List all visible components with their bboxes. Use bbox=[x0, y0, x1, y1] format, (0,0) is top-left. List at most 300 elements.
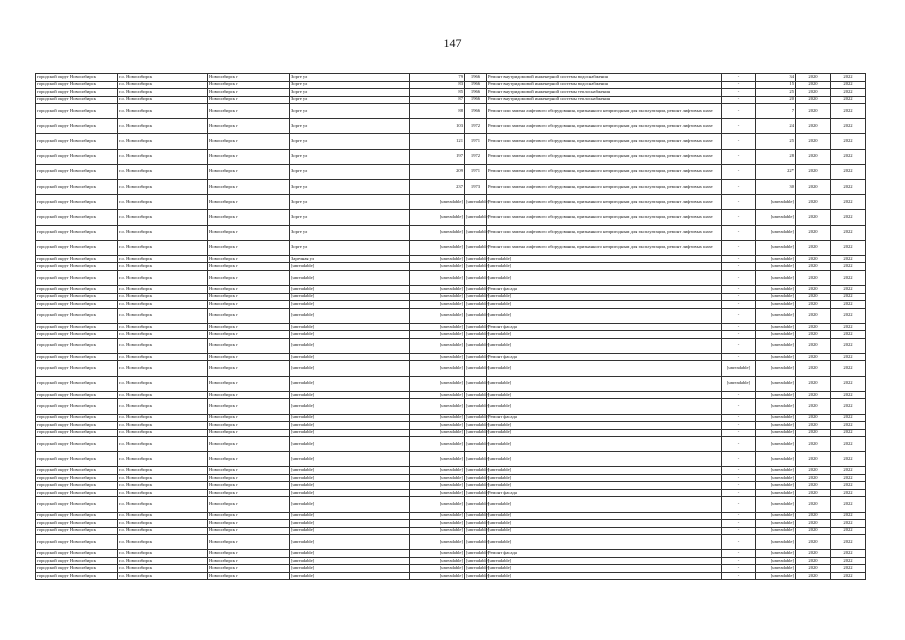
settlement-cell: Новосибирск г bbox=[208, 535, 290, 550]
street-cell: [unreadable] bbox=[290, 550, 410, 558]
work-type-cell: [unreadable] bbox=[487, 308, 722, 323]
year-to-cell: 2022 bbox=[831, 240, 866, 255]
work-type-cell: Ремонт или замена лифтового оборудования, признанного непригодным для эксплуатации, ремонт лифтовых шахт bbox=[487, 210, 722, 225]
street-cell: Зорге ул bbox=[290, 164, 410, 179]
year-to-cell: 2022 bbox=[831, 414, 866, 422]
municipality-cell: городской округ Новосибирск bbox=[36, 225, 118, 240]
year-from-cell: 2020 bbox=[796, 467, 831, 475]
municipality-cell: городской округ Новосибирск bbox=[36, 134, 118, 149]
city-cell: г.о. Новосибирск bbox=[118, 270, 208, 285]
city-cell: г.о. Новосибирск bbox=[118, 119, 208, 134]
municipality-cell: городской округ Новосибирск bbox=[36, 338, 118, 353]
city-cell: г.о. Новосибирск bbox=[118, 557, 208, 565]
table-row bbox=[36, 437, 866, 452]
house-number-cell: [unreadable] bbox=[410, 557, 465, 565]
table-row bbox=[36, 134, 866, 149]
settlement-cell: Новосибирск г bbox=[208, 399, 290, 414]
year-to-cell: 2022 bbox=[831, 467, 866, 475]
house-number-cell: [unreadable] bbox=[410, 565, 465, 573]
settlement-cell: Новосибирск г bbox=[208, 474, 290, 482]
house-number-cell: [unreadable] bbox=[410, 527, 465, 535]
municipality-cell: городской округ Новосибирск bbox=[36, 286, 118, 294]
elevator-count-cell: - bbox=[722, 225, 756, 240]
year-built-cell: 1971 bbox=[465, 164, 487, 179]
street-cell: [unreadable] bbox=[290, 437, 410, 452]
table-row bbox=[36, 353, 866, 361]
settlement-cell: Новосибирск г bbox=[208, 74, 290, 82]
house-number-cell: [unreadable] bbox=[410, 225, 465, 240]
house-number-cell: [unreadable] bbox=[410, 286, 465, 294]
cost-cell: [unreadable] bbox=[756, 429, 796, 437]
city-cell: г.о. Новосибирск bbox=[118, 240, 208, 255]
settlement-cell: Новосибирск г bbox=[208, 467, 290, 475]
year-from-cell: 2020 bbox=[796, 557, 831, 565]
elevator-count-cell: - bbox=[722, 331, 756, 339]
year-to-cell: 2022 bbox=[831, 255, 866, 263]
year-to-cell: 2022 bbox=[831, 520, 866, 528]
municipality-cell: городской округ Новосибирск bbox=[36, 414, 118, 422]
cost-cell: [unreadable] bbox=[756, 550, 796, 558]
city-cell: г.о. Новосибирск bbox=[118, 527, 208, 535]
city-cell: г.о. Новосибирск bbox=[118, 195, 208, 210]
house-number-cell: [unreadable] bbox=[410, 489, 465, 497]
municipality-cell: городской округ Новосибирск bbox=[36, 81, 118, 89]
municipality-cell: городской округ Новосибирск bbox=[36, 482, 118, 490]
settlement-cell: Новосибирск г bbox=[208, 353, 290, 361]
settlement-cell: Новосибирск г bbox=[208, 527, 290, 535]
municipality-cell: городской округ Новосибирск bbox=[36, 474, 118, 482]
year-built-cell: 1971 bbox=[465, 134, 487, 149]
year-built-cell: [unreadable] bbox=[465, 270, 487, 285]
settlement-cell: Новосибирск г bbox=[208, 391, 290, 399]
year-from-cell: 2020 bbox=[796, 550, 831, 558]
table-row bbox=[36, 429, 866, 437]
work-type-cell: Ремонт или замена лифтового оборудования, признанного непригодным для эксплуатации, ремонт лифтовых шахт bbox=[487, 134, 722, 149]
elevator-count-cell: - bbox=[722, 565, 756, 573]
elevator-count-cell: - bbox=[722, 104, 756, 119]
street-cell: [unreadable] bbox=[290, 467, 410, 475]
table-row bbox=[36, 74, 866, 82]
city-cell: г.о. Новосибирск bbox=[118, 210, 208, 225]
street-cell: Заречная ул bbox=[290, 255, 410, 263]
year-from-cell: 2020 bbox=[796, 572, 831, 580]
cost-cell: [unreadable] bbox=[756, 255, 796, 263]
year-to-cell: 2022 bbox=[831, 535, 866, 550]
work-type-cell: [unreadable] bbox=[487, 263, 722, 271]
house-number-cell: [unreadable] bbox=[410, 376, 465, 391]
elevator-count-cell: - bbox=[722, 353, 756, 361]
municipality-cell: городской округ Новосибирск bbox=[36, 301, 118, 309]
settlement-cell: Новосибирск г bbox=[208, 338, 290, 353]
year-from-cell: 2020 bbox=[796, 240, 831, 255]
year-from-cell: 2020 bbox=[796, 263, 831, 271]
house-number-cell: [unreadable] bbox=[410, 361, 465, 376]
year-built-cell: [unreadable] bbox=[465, 399, 487, 414]
year-to-cell: 2022 bbox=[831, 497, 866, 512]
cost-cell: [unreadable] bbox=[756, 422, 796, 430]
year-to-cell: 2022 bbox=[831, 512, 866, 520]
year-built-cell: [unreadable] bbox=[465, 557, 487, 565]
house-number-cell: 237 bbox=[410, 179, 465, 194]
settlement-cell: Новосибирск г bbox=[208, 164, 290, 179]
registry-body bbox=[36, 74, 866, 580]
municipality-cell: городской округ Новосибирск bbox=[36, 210, 118, 225]
year-built-cell: [unreadable] bbox=[465, 482, 487, 490]
city-cell: г.о. Новосибирск bbox=[118, 225, 208, 240]
year-from-cell: 2020 bbox=[796, 81, 831, 89]
municipality-cell: городской округ Новосибирск bbox=[36, 255, 118, 263]
house-number-cell: [unreadable] bbox=[410, 270, 465, 285]
table-row bbox=[36, 512, 866, 520]
year-from-cell: 2020 bbox=[796, 391, 831, 399]
municipality-cell: городской округ Новосибирск bbox=[36, 550, 118, 558]
table-row bbox=[36, 414, 866, 422]
cost-cell: 24 bbox=[756, 119, 796, 134]
elevator-count-cell: - bbox=[722, 527, 756, 535]
street-cell: [unreadable] bbox=[290, 399, 410, 414]
year-from-cell: 2020 bbox=[796, 497, 831, 512]
table-row bbox=[36, 361, 866, 376]
settlement-cell: Новосибирск г bbox=[208, 452, 290, 467]
year-from-cell: 2020 bbox=[796, 437, 831, 452]
city-cell: г.о. Новосибирск bbox=[118, 293, 208, 301]
work-type-cell: Ремонт внутридомовой инженерной системы теплоснабжения bbox=[487, 89, 722, 97]
table-row bbox=[36, 240, 866, 255]
settlement-cell: Новосибирск г bbox=[208, 482, 290, 490]
elevator-count-cell: - bbox=[722, 119, 756, 134]
year-to-cell: 2022 bbox=[831, 323, 866, 331]
house-number-cell: 88 bbox=[410, 104, 465, 119]
year-from-cell: 2020 bbox=[796, 474, 831, 482]
settlement-cell: Новосибирск г bbox=[208, 240, 290, 255]
city-cell: г.о. Новосибирск bbox=[118, 81, 208, 89]
year-to-cell: 2022 bbox=[831, 557, 866, 565]
municipality-cell: городской округ Новосибирск bbox=[36, 331, 118, 339]
street-cell: [unreadable] bbox=[290, 293, 410, 301]
year-built-cell: [unreadable] bbox=[465, 467, 487, 475]
street-cell: [unreadable] bbox=[290, 414, 410, 422]
year-built-cell: [unreadable] bbox=[465, 263, 487, 271]
year-built-cell: [unreadable] bbox=[465, 301, 487, 309]
elevator-count-cell: [unreadable] bbox=[722, 361, 756, 376]
year-from-cell: 2020 bbox=[796, 482, 831, 490]
municipality-cell: городской округ Новосибирск bbox=[36, 308, 118, 323]
table-row bbox=[36, 338, 866, 353]
work-type-cell: [unreadable] bbox=[487, 520, 722, 528]
work-type-cell: [unreadable] bbox=[487, 391, 722, 399]
year-from-cell: 2020 bbox=[796, 195, 831, 210]
municipality-cell: городской округ Новосибирск bbox=[36, 489, 118, 497]
cost-cell: [unreadable] bbox=[756, 391, 796, 399]
work-type-cell: Ремонт фасада bbox=[487, 323, 722, 331]
cost-cell: [unreadable] bbox=[756, 210, 796, 225]
settlement-cell: Новосибирск г bbox=[208, 376, 290, 391]
cost-cell: 22* bbox=[756, 164, 796, 179]
year-built-cell: [unreadable] bbox=[465, 535, 487, 550]
table-row bbox=[36, 301, 866, 309]
table-row bbox=[36, 331, 866, 339]
street-cell: [unreadable] bbox=[290, 353, 410, 361]
city-cell: г.о. Новосибирск bbox=[118, 164, 208, 179]
elevator-count-cell: - bbox=[722, 301, 756, 309]
year-from-cell: 2020 bbox=[796, 104, 831, 119]
city-cell: г.о. Новосибирск bbox=[118, 104, 208, 119]
city-cell: г.о. Новосибирск bbox=[118, 134, 208, 149]
settlement-cell: Новосибирск г bbox=[208, 134, 290, 149]
cost-cell: [unreadable] bbox=[756, 323, 796, 331]
street-cell: [unreadable] bbox=[290, 497, 410, 512]
elevator-count-cell: - bbox=[722, 308, 756, 323]
elevator-count-cell: - bbox=[722, 429, 756, 437]
city-cell: г.о. Новосибирск bbox=[118, 263, 208, 271]
year-built-cell: [unreadable] bbox=[465, 338, 487, 353]
street-cell: [unreadable] bbox=[290, 263, 410, 271]
settlement-cell: Новосибирск г bbox=[208, 104, 290, 119]
work-type-cell: [unreadable] bbox=[487, 293, 722, 301]
work-type-cell: [unreadable] bbox=[487, 557, 722, 565]
municipality-cell: городской округ Новосибирск bbox=[36, 96, 118, 104]
municipality-cell: городской округ Новосибирск bbox=[36, 263, 118, 271]
settlement-cell: Новосибирск г bbox=[208, 195, 290, 210]
street-cell: [unreadable] bbox=[290, 301, 410, 309]
year-from-cell: 2020 bbox=[796, 489, 831, 497]
cost-cell: 34 bbox=[756, 74, 796, 82]
cost-cell: [unreadable] bbox=[756, 361, 796, 376]
settlement-cell: Новосибирск г bbox=[208, 179, 290, 194]
cost-cell: [unreadable] bbox=[756, 565, 796, 573]
settlement-cell: Новосибирск г bbox=[208, 361, 290, 376]
street-cell: [unreadable] bbox=[290, 565, 410, 573]
cost-cell: [unreadable] bbox=[756, 353, 796, 361]
municipality-cell: городской округ Новосибирск bbox=[36, 429, 118, 437]
municipality-cell: городской округ Новосибирск bbox=[36, 376, 118, 391]
year-to-cell: 2022 bbox=[831, 565, 866, 573]
settlement-cell: Новосибирск г bbox=[208, 520, 290, 528]
year-built-cell: [unreadable] bbox=[465, 353, 487, 361]
city-cell: г.о. Новосибирск bbox=[118, 179, 208, 194]
year-built-cell: [unreadable] bbox=[465, 474, 487, 482]
street-cell: Зорге ул bbox=[290, 119, 410, 134]
city-cell: г.о. Новосибирск bbox=[118, 361, 208, 376]
city-cell: г.о. Новосибирск bbox=[118, 482, 208, 490]
cost-cell: [unreadable] bbox=[756, 414, 796, 422]
municipality-cell: городской округ Новосибирск bbox=[36, 293, 118, 301]
work-type-cell: [unreadable] bbox=[487, 361, 722, 376]
elevator-count-cell: - bbox=[722, 195, 756, 210]
year-from-cell: 2020 bbox=[796, 512, 831, 520]
table-row bbox=[36, 119, 866, 134]
year-built-cell: [unreadable] bbox=[465, 572, 487, 580]
year-to-cell: 2022 bbox=[831, 293, 866, 301]
cost-cell: [unreadable] bbox=[756, 286, 796, 294]
year-from-cell: 2020 bbox=[796, 323, 831, 331]
municipality-cell: городской округ Новосибирск bbox=[36, 270, 118, 285]
city-cell: г.о. Новосибирск bbox=[118, 399, 208, 414]
year-from-cell: 2020 bbox=[796, 308, 831, 323]
year-built-cell: [unreadable] bbox=[465, 550, 487, 558]
street-cell: Зорге ул bbox=[290, 81, 410, 89]
house-number-cell: 121 bbox=[410, 134, 465, 149]
work-type-cell: [unreadable] bbox=[487, 535, 722, 550]
settlement-cell: Новосибирск г bbox=[208, 422, 290, 430]
year-built-cell: [unreadable] bbox=[465, 452, 487, 467]
year-from-cell: 2020 bbox=[796, 353, 831, 361]
street-cell: [unreadable] bbox=[290, 338, 410, 353]
house-number-cell: [unreadable] bbox=[410, 452, 465, 467]
elevator-count-cell: - bbox=[722, 497, 756, 512]
work-type-cell: [unreadable] bbox=[487, 467, 722, 475]
municipality-cell: городской округ Новосибирск bbox=[36, 535, 118, 550]
elevator-count-cell: - bbox=[722, 179, 756, 194]
table-row bbox=[36, 467, 866, 475]
cost-cell: [unreadable] bbox=[756, 557, 796, 565]
city-cell: г.о. Новосибирск bbox=[118, 96, 208, 104]
year-built-cell: [unreadable] bbox=[465, 255, 487, 263]
municipality-cell: городской округ Новосибирск bbox=[36, 119, 118, 134]
municipality-cell: городской округ Новосибирск bbox=[36, 89, 118, 97]
street-cell: [unreadable] bbox=[290, 572, 410, 580]
work-type-cell: Ремонт фасада bbox=[487, 353, 722, 361]
year-from-cell: 2020 bbox=[796, 414, 831, 422]
settlement-cell: Новосибирск г bbox=[208, 263, 290, 271]
year-from-cell: 2020 bbox=[796, 422, 831, 430]
municipality-cell: городской округ Новосибирск bbox=[36, 437, 118, 452]
cost-cell: 28 bbox=[756, 149, 796, 164]
work-type-cell: [unreadable] bbox=[487, 512, 722, 520]
year-from-cell: 2020 bbox=[796, 361, 831, 376]
street-cell: [unreadable] bbox=[290, 520, 410, 528]
work-type-cell: [unreadable] bbox=[487, 255, 722, 263]
work-type-cell: Ремонт внутридомовой инженерной системы теплоснабжения bbox=[487, 96, 722, 104]
cost-cell: 20 bbox=[756, 96, 796, 104]
street-cell: [unreadable] bbox=[290, 429, 410, 437]
house-number-cell: [unreadable] bbox=[410, 474, 465, 482]
table-row bbox=[36, 422, 866, 430]
year-from-cell: 2020 bbox=[796, 210, 831, 225]
house-number-cell: [unreadable] bbox=[410, 338, 465, 353]
table-row bbox=[36, 270, 866, 285]
table-row bbox=[36, 520, 866, 528]
work-type-cell: [unreadable] bbox=[487, 270, 722, 285]
cost-cell: [unreadable] bbox=[756, 270, 796, 285]
year-built-cell: [unreadable] bbox=[465, 414, 487, 422]
elevator-count-cell: - bbox=[722, 414, 756, 422]
year-built-cell: [unreadable] bbox=[465, 422, 487, 430]
year-from-cell: 2020 bbox=[796, 270, 831, 285]
work-type-cell: Ремонт или замена лифтового оборудования, признанного непригодным для эксплуатации, ремонт лифтовых шахт bbox=[487, 164, 722, 179]
cost-cell: [unreadable] bbox=[756, 376, 796, 391]
year-built-cell: 1966 bbox=[465, 96, 487, 104]
house-number-cell: [unreadable] bbox=[410, 293, 465, 301]
street-cell: [unreadable] bbox=[290, 391, 410, 399]
table-row bbox=[36, 149, 866, 164]
elevator-count-cell: - bbox=[722, 96, 756, 104]
year-to-cell: 2022 bbox=[831, 429, 866, 437]
city-cell: г.о. Новосибирск bbox=[118, 338, 208, 353]
year-from-cell: 2020 bbox=[796, 338, 831, 353]
year-built-cell: [unreadable] bbox=[465, 323, 487, 331]
table-row bbox=[36, 195, 866, 210]
table-row bbox=[36, 255, 866, 263]
work-type-cell: Ремонт или замена лифтового оборудования, признанного непригодным для эксплуатации, ремонт лифтовых шахт bbox=[487, 240, 722, 255]
elevator-count-cell: - bbox=[722, 89, 756, 97]
elevator-count-cell: - bbox=[722, 240, 756, 255]
settlement-cell: Новосибирск г bbox=[208, 565, 290, 573]
elevator-count-cell: - bbox=[722, 452, 756, 467]
table-row bbox=[36, 81, 866, 89]
work-type-cell: [unreadable] bbox=[487, 422, 722, 430]
year-built-cell: [unreadable] bbox=[465, 429, 487, 437]
house-number-cell: [unreadable] bbox=[410, 255, 465, 263]
year-from-cell: 2020 bbox=[796, 520, 831, 528]
elevator-count-cell: - bbox=[722, 474, 756, 482]
municipality-cell: городской округ Новосибирск bbox=[36, 520, 118, 528]
year-to-cell: 2022 bbox=[831, 134, 866, 149]
cost-cell: [unreadable] bbox=[756, 195, 796, 210]
municipality-cell: городской округ Новосибирск bbox=[36, 74, 118, 82]
house-number-cell: [unreadable] bbox=[410, 399, 465, 414]
work-type-cell: [unreadable] bbox=[487, 497, 722, 512]
year-to-cell: 2022 bbox=[831, 301, 866, 309]
cost-cell: [unreadable] bbox=[756, 240, 796, 255]
year-to-cell: 2022 bbox=[831, 81, 866, 89]
year-from-cell: 2020 bbox=[796, 565, 831, 573]
work-type-cell: Ремонт фасада bbox=[487, 489, 722, 497]
cost-cell: [unreadable] bbox=[756, 520, 796, 528]
table-row bbox=[36, 489, 866, 497]
table-row bbox=[36, 263, 866, 271]
year-to-cell: 2022 bbox=[831, 286, 866, 294]
table-row bbox=[36, 482, 866, 490]
elevator-count-cell: - bbox=[722, 293, 756, 301]
table-row bbox=[36, 535, 866, 550]
work-type-cell: Ремонт фасада bbox=[487, 550, 722, 558]
elevator-count-cell: - bbox=[722, 338, 756, 353]
table-row bbox=[36, 391, 866, 399]
year-to-cell: 2022 bbox=[831, 482, 866, 490]
settlement-cell: Новосибирск г bbox=[208, 81, 290, 89]
municipality-cell: городской округ Новосибирск bbox=[36, 104, 118, 119]
table-row bbox=[36, 210, 866, 225]
city-cell: г.о. Новосибирск bbox=[118, 414, 208, 422]
elevator-count-cell: - bbox=[722, 263, 756, 271]
work-type-cell: [unreadable] bbox=[487, 565, 722, 573]
city-cell: г.о. Новосибирск bbox=[118, 437, 208, 452]
year-built-cell: [unreadable] bbox=[465, 225, 487, 240]
year-to-cell: 2022 bbox=[831, 119, 866, 134]
street-cell: [unreadable] bbox=[290, 474, 410, 482]
cost-cell: [unreadable] bbox=[756, 497, 796, 512]
street-cell: Зорге ул bbox=[290, 240, 410, 255]
elevator-count-cell: - bbox=[722, 550, 756, 558]
work-type-cell: [unreadable] bbox=[487, 331, 722, 339]
house-number-cell: [unreadable] bbox=[410, 422, 465, 430]
municipality-cell: городской округ Новосибирск bbox=[36, 149, 118, 164]
work-type-cell: Ремонт внутридомовой инженерной системы водоснабжения bbox=[487, 81, 722, 89]
street-cell: [unreadable] bbox=[290, 527, 410, 535]
year-from-cell: 2020 bbox=[796, 179, 831, 194]
year-built-cell: [unreadable] bbox=[465, 489, 487, 497]
year-to-cell: 2022 bbox=[831, 527, 866, 535]
year-to-cell: 2022 bbox=[831, 437, 866, 452]
house-number-cell: 85 bbox=[410, 89, 465, 97]
elevator-count-cell: - bbox=[722, 512, 756, 520]
work-type-cell: [unreadable] bbox=[487, 527, 722, 535]
city-cell: г.о. Новосибирск bbox=[118, 429, 208, 437]
year-from-cell: 2020 bbox=[796, 331, 831, 339]
city-cell: г.о. Новосибирск bbox=[118, 520, 208, 528]
house-number-cell: [unreadable] bbox=[410, 353, 465, 361]
